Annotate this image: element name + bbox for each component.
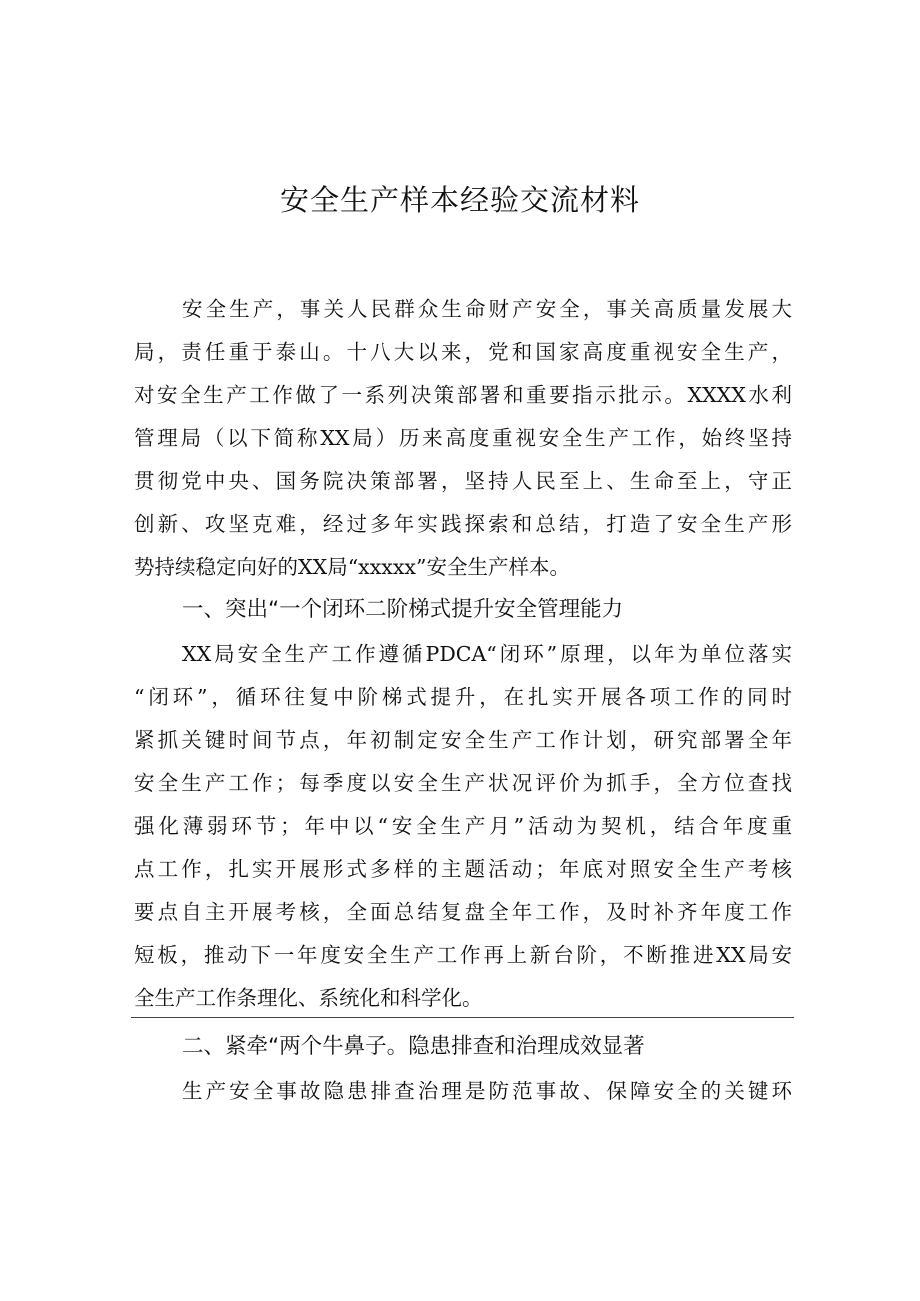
section-divider [131, 1017, 794, 1018]
paragraph-2-line: 紧抓关键时间节点，年初制定安全生产工作计划，研究部署全年 [134, 728, 792, 752]
paragraph-1-line: 管理局（以下简称XX局）历来高度重视安全生产工作，始终坚持 [134, 426, 792, 450]
paragraph-2-line: 短板，推动下一年度安全生产工作再上新台阶，不断推进XX局安 [134, 943, 792, 967]
paragraph-2-line: 要点自主开展考核，全面总结复盘全年工作，及时补齐年度工作 [134, 900, 792, 924]
section-heading-2: 二、紧牵“两个牛鼻子。隐患排查和治理成效显著 [182, 1034, 645, 1059]
paragraph-2-line: 全生产工作条理化、系统化和科学化。 [134, 986, 483, 1010]
paragraph-1-line: 贯彻党中央、国务院决策部署，坚持人民至上、生命至上，守正 [134, 469, 792, 493]
paragraph-1-line: 势持续稳定向好的XX局“xxxxx”安全生产样本。 [134, 555, 570, 579]
paragraph-1-line: 对安全生产工作做了一系列决策部署和重要指示批示。XXXX水利 [134, 383, 792, 407]
section-heading-1: 一、突出“一个闭环二阶梯式提升安全管理能力 [182, 597, 624, 622]
paragraph-1-line: 安全生产，事关人民群众生命财产安全，事关高质量发展大 [182, 297, 792, 321]
paragraph-1-line: 创新、攻坚克难，经过多年实践探索和总结，打造了安全生产形 [134, 512, 792, 536]
paragraph-1-line: 局，责任重于泰山。十八大以来，党和国家高度重视安全生产， [134, 340, 792, 364]
document-title: 安全生产样本经验交流材料 [279, 183, 640, 217]
paragraph-3-line: 生产安全事故隐患排查治理是防范事故、保障安全的关键环 [182, 1079, 792, 1103]
paragraph-2-line: 强化薄弱环节；年中以“安全生产月”活动为契机，结合年度重 [134, 814, 792, 838]
paragraph-2-line: “闭环”，循环往复中阶梯式提升，在扎实开展各项工作的同时 [134, 685, 792, 709]
paragraph-2-line: 点工作，扎实开展形式多样的主题活动；年底对照安全生产考核 [134, 857, 792, 881]
paragraph-2-line: 安全生产工作；每季度以安全生产状况评价为抓手，全方位查找 [134, 771, 792, 795]
paragraph-2-line: XX局安全生产工作遵循PDCA“闭环”原理，以年为单位落实 [182, 642, 792, 666]
